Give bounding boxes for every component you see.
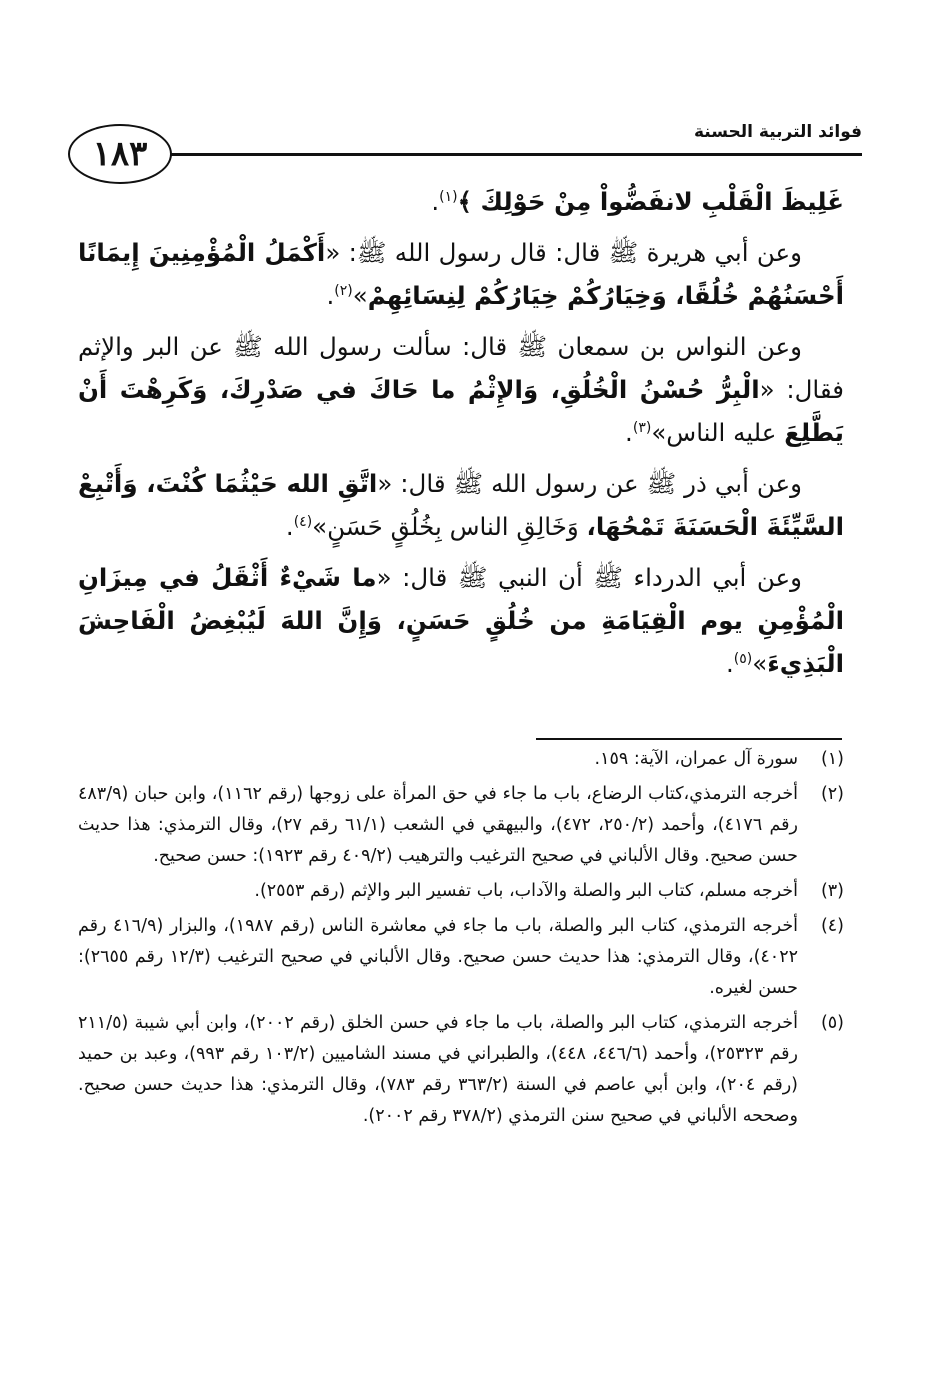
sentence-end: . <box>431 187 440 216</box>
footnote <box>78 911 844 1004</box>
narration-intro: وعن أبي ذر ﷺ عن رسول الله ﷺ قال: « <box>377 469 803 498</box>
hadith-text: اتَّقِ الله حَيْثُمَا كُنْتَ، وَأَتْبِعْ السَّيِّئَةَ الْحَسَنَةَ تَمْحُهَا، <box>78 469 844 541</box>
sentence-end: . <box>285 512 294 541</box>
footnote-number: (١) <box>820 749 844 769</box>
quran-verse: غَلِيظَ الْقَلْبِ لانفَضُّواْ مِنْ حَوْلِكَ ﴾ <box>457 187 844 216</box>
paragraph <box>78 180 844 223</box>
footnote-text: أخرجه مسلم، كتاب البر والصلة والآداب، باب تفسير البر والإثم (رقم ٢٥٥٣). <box>254 881 798 901</box>
footnote-number: (٢) <box>820 784 844 804</box>
hadith-tail: وَخَالِقِ الناس بِخُلُقٍ حَسَنٍ» <box>312 512 587 541</box>
hadith-text: أَكْمَلُ الْمُؤْمِنِينَ إِيمَانًا أَحْسَنُهُمْ خُلُقًا، وَخِيَارُكُمْ خِيَارُكُمْ لِنِسَائِهِمْ <box>78 238 844 310</box>
footnote <box>78 876 844 907</box>
footnote-ref: (٤) <box>293 513 313 530</box>
footnote-number: (٣) <box>820 881 844 901</box>
footnote-ref: (١) <box>439 188 458 205</box>
footnotes <box>78 744 844 1136</box>
hadith-text: الْبِرُّ حُسْنُ الْخُلُقِ، وَالإِثْمُ ما حَاكَ في صَدْرِكَ، وَكَرِهْتَ أَنْ يَطَّلِعَ <box>78 375 844 447</box>
page-number: ١٨٣ <box>68 124 172 184</box>
paragraph <box>78 325 844 454</box>
running-title: فوائد التربية الحسنة <box>693 122 862 142</box>
sentence-end: . <box>326 281 335 310</box>
footnote-ref: (٥) <box>733 650 753 667</box>
footnote <box>78 1008 844 1132</box>
hadith-text: ما شَيْءٌ أَثْقَلُ في مِيزَانِ الْمُؤْمِنِ يوم الْقِيَامَةِ من خُلُقٍ حَسَنٍ، وَإِنَّ اللهَ لَيُبْغِضُ الْفَاحِشَ الْبَذِيءَ <box>78 563 844 678</box>
narration-intro: وعن أبي الدرداء ﷺ أن النبي ﷺ قال: « <box>376 563 802 592</box>
footnote-text: سورة آل عمران، الآية: ١٥٩. <box>594 749 798 769</box>
sentence-end: . <box>726 649 734 678</box>
paragraph <box>78 231 844 317</box>
footnote-number: (٤) <box>820 916 844 936</box>
footnote-ref: (٣) <box>632 419 652 436</box>
footnote <box>78 744 844 775</box>
footnote <box>78 779 844 872</box>
quote-close: » <box>752 649 768 678</box>
header-rule <box>164 153 862 156</box>
sentence-end: . <box>625 418 633 447</box>
footnote-ref: (٢) <box>334 282 353 299</box>
main-text <box>78 180 844 693</box>
narration-intro: وعن النواس بن سمعان ﷺ قال: سألت رسول الله ﷺ عن البر والإثم فقال: « <box>78 332 845 404</box>
paragraph <box>78 462 844 548</box>
footnote-separator <box>536 738 842 740</box>
hadith-tail: عليه الناس» <box>651 418 785 447</box>
paragraph <box>78 556 844 685</box>
footnote-text: أخرجه الترمذي، كتاب البر والصلة، باب ما جاء في معاشرة الناس (رقم ١٩٨٧)، والبزار (٤١٦/٩ رقم ٤٠٢٢)، وقال الترمذي: هذا حديث حسن صحيح. وقال الألباني في صحيح الترغيب (١٢/٣ رقم ٢٦٥٥): حسن لغيره. <box>78 916 799 998</box>
footnote-text: أخرجه الترمذي، كتاب البر والصلة، باب ما جاء في حسن الخلق (رقم ٢٠٠٢)، وابن أبي شيبة (٢١١/٥ رقم ٢٥٣٢٣)، وأحمد (٤٤٦/٦، ٤٤٨)، والطبراني في مسند الشاميين (١٠٣/٢ رقم ٩٩٣)، وعبد بن حميد (رقم ٢٠٤)، وابن أبي عاصم في السنة (٣٦٣/٢ رقم ٧٨٣)، وقال الترمذي: هذا حديث حسن صحيح. وصححه الألباني في صحيح سنن الترمذي (٣٧٨/٢ رقم ٢٠٠٢). <box>78 1013 798 1126</box>
footnote-text: أخرجه الترمذي،كتاب الرضاع، باب ما جاء في حق المرأة على زوجها (رقم ١١٦٢)، وابن حبان (٤٨٣/٩ رقم ٤١٧٦)، وأحمد (٢٥٠/٢، ٤٧٢)، والبيهقي في الشعب (٦١/١ رقم ٢٧)، وقال الترمذي: هذا حديث حسن صحيح. وقال الألباني في صحيح الترغيب والترهيب (٤٠٩/٢ رقم ١٩٢٣): حسن صحيح. <box>78 784 799 866</box>
footnote-number: (٥) <box>820 1013 844 1033</box>
narration-intro: وعن أبي هريرة ﷺ قال: قال رسول الله ﷺ: « <box>325 238 802 267</box>
quote-close: » <box>352 281 368 310</box>
